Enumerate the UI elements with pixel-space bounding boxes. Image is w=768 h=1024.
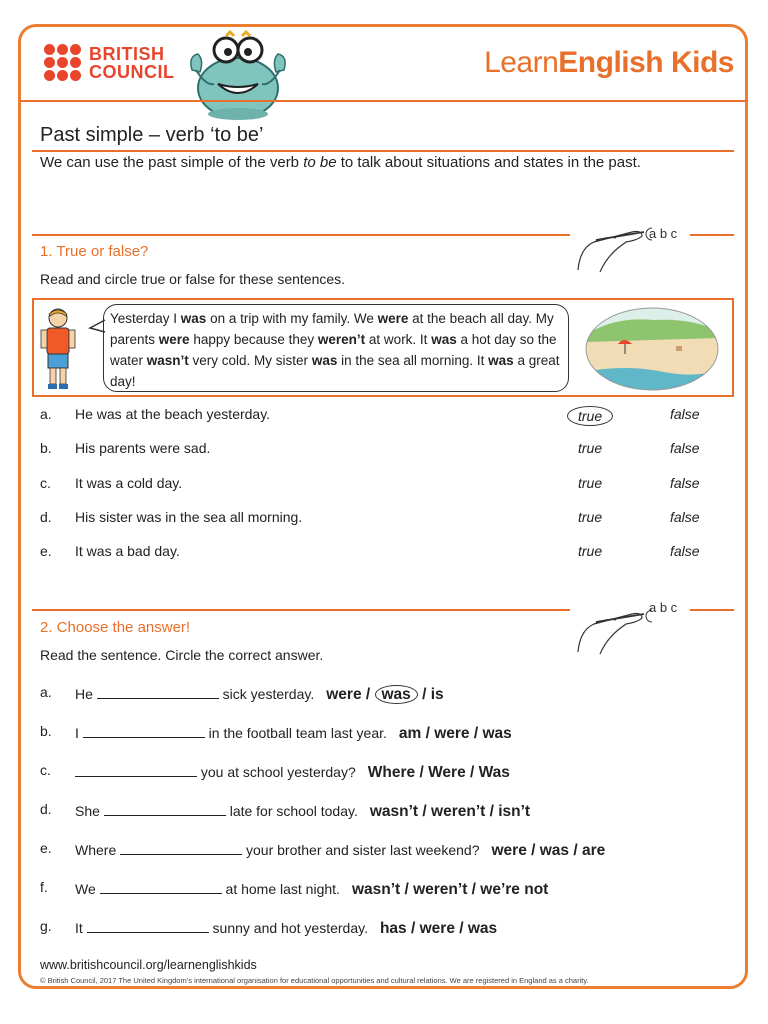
choice-item (40, 840, 740, 862)
story-text: at the beach all day. My parents (110, 311, 554, 347)
story-verb: was (180, 311, 207, 326)
tf-item-sentence: He was at the beach yesterday. (75, 406, 271, 422)
sentence-end: in the football team last year. (204, 725, 387, 741)
tf-item-label: a. (40, 406, 52, 422)
sentence-start: I (75, 725, 83, 741)
sentence-end: sunny and hot yesterday. (208, 920, 368, 936)
answer-option[interactable]: were (419, 920, 455, 937)
choice-item-sentence (75, 840, 605, 860)
answer-options: were / was / are (491, 842, 606, 859)
intro-part2: to talk about situations and states in the past. (336, 154, 641, 171)
tf-item (40, 509, 720, 531)
answer-options: were / was / is (326, 686, 444, 703)
answer-option[interactable]: weren’t (413, 881, 468, 898)
tf-item (40, 543, 720, 565)
answer-options: am / were / was (398, 725, 512, 742)
choice-item-sentence (75, 762, 510, 782)
story-text: in the sea all morning. It (337, 353, 489, 368)
answer-blank[interactable] (97, 684, 219, 699)
choice-item-label: e. (40, 840, 52, 856)
story-text: a hot day so the water (110, 332, 557, 368)
sentence-end: your brother and sister last weekend? (242, 842, 480, 858)
section2-title: 2. Choose the answer! (40, 619, 191, 636)
choice-item-label: b. (40, 723, 52, 739)
answer-option[interactable]: are (581, 842, 606, 859)
section1-instruction: Read and circle true or false for these sentences. (40, 271, 346, 287)
intro-verb: to be (303, 154, 337, 171)
answer-option[interactable]: am (398, 725, 422, 742)
sentence-start: He (75, 686, 97, 702)
tf-item-label: d. (40, 509, 52, 525)
sentence-start: It (75, 920, 87, 936)
tf-item (40, 406, 720, 428)
answer-options: wasn’t / weren’t / isn’t (369, 803, 531, 820)
section2-divider-left (32, 609, 570, 611)
british-council-logo (44, 44, 175, 81)
sentence-end: at home last night. (221, 881, 340, 897)
false-option[interactable]: false (670, 543, 700, 559)
tf-item-label: c. (40, 475, 51, 491)
true-option[interactable]: true (578, 543, 603, 559)
lek-english: English (558, 46, 664, 79)
sentence-end: late for school today. (225, 803, 358, 819)
choice-item-sentence (75, 723, 512, 743)
answer-option[interactable]: Was (478, 764, 510, 781)
choice-item-label: c. (40, 762, 51, 778)
choice-item-sentence (75, 684, 444, 704)
writing-hand-icon (572, 596, 652, 658)
choice-item (40, 879, 740, 901)
answer-option[interactable]: wasn’t (369, 803, 419, 820)
answer-blank[interactable] (100, 879, 222, 894)
answer-option[interactable]: were (326, 686, 362, 703)
tf-item-sentence: His parents were sad. (75, 440, 211, 456)
choice-item (40, 918, 740, 940)
answer-blank[interactable] (83, 723, 205, 738)
section1-divider-right (690, 234, 734, 236)
false-option[interactable]: false (670, 406, 700, 422)
choice-item-label: f. (40, 879, 48, 895)
choice-item-sentence (75, 918, 497, 938)
intro-text (40, 152, 720, 174)
beach-scene-image (584, 306, 720, 392)
choice-item-label: g. (40, 918, 52, 934)
learnenglish-kids-logo (484, 46, 734, 80)
true-option[interactable]: true (578, 509, 603, 525)
true-option[interactable]: true (567, 406, 613, 426)
header-divider (20, 100, 748, 102)
answer-option[interactable]: were (434, 725, 470, 742)
tf-item-label: b. (40, 440, 52, 456)
answer-option[interactable]: Where (367, 764, 416, 781)
abc-label-1: a b c (649, 226, 678, 241)
tf-item (40, 475, 720, 497)
choice-item-label: a. (40, 684, 52, 700)
choice-item-sentence (75, 879, 548, 899)
true-option[interactable]: true (578, 475, 603, 491)
answer-option[interactable]: isn’t (498, 803, 531, 820)
story-verb: was (311, 353, 338, 368)
choice-item-sentence (75, 801, 530, 821)
answer-options: Where / Were / Was (367, 764, 510, 781)
story-text: happy because they (189, 332, 318, 347)
story-verb: was (431, 332, 457, 347)
answer-blank[interactable] (104, 801, 226, 816)
boy-illustration-icon (38, 306, 78, 394)
story-speech-bubble (103, 304, 569, 392)
bc-logo-line1: BRITISH (89, 43, 165, 64)
tf-item-label: e. (40, 543, 52, 559)
story-text: a great day! (110, 353, 560, 389)
story-verb: were (158, 332, 190, 347)
false-option[interactable]: false (670, 475, 700, 491)
story-text: on a trip with my family. We (206, 311, 378, 326)
answer-option[interactable]: wasn’t (351, 881, 401, 898)
answer-option[interactable]: was (375, 685, 418, 704)
answer-option[interactable]: were (491, 842, 527, 859)
story-text: at work. It (365, 332, 432, 347)
true-option[interactable]: true (578, 440, 603, 456)
monster-mascot-icon (186, 30, 290, 122)
tf-item-sentence: It was a cold day. (75, 475, 183, 491)
abc-label-2: a b c (649, 600, 678, 615)
bc-dots-icon (44, 44, 81, 81)
choice-item (40, 684, 740, 706)
choice-item (40, 762, 740, 784)
false-option[interactable]: false (670, 440, 700, 456)
tf-item-sentence: It was a bad day. (75, 543, 180, 559)
answer-option[interactable]: weren’t (431, 803, 486, 820)
answer-option[interactable]: we’re not (480, 881, 549, 898)
choice-item (40, 723, 740, 745)
section1-title: 1. True or false? (40, 243, 149, 260)
story-verb: weren’t (317, 332, 366, 347)
section2-divider-right (690, 609, 734, 611)
answer-option[interactable]: Were (428, 764, 466, 781)
footer-copyright: © British Council, 2017 The United Kingdom’s international organisation for educational opportunities and cultural relations. We are registered in England as a charity. (40, 976, 589, 985)
story-verb: was (488, 353, 514, 368)
sentence-end: sick yesterday. (218, 686, 315, 702)
writing-hand-icon (572, 214, 652, 276)
bc-logo-line2: COUNCIL (89, 61, 175, 82)
sentence-start: Where (75, 842, 121, 858)
choice-item (40, 801, 740, 823)
sentence-end: you at school yesterday? (197, 764, 356, 780)
answer-option[interactable]: was (539, 842, 570, 859)
sentence-start: She (75, 803, 104, 819)
story-verb: wasn’t (146, 353, 189, 368)
lek-kids: Kids (663, 46, 734, 79)
choice-item-label: d. (40, 801, 52, 817)
answer-options: wasn’t / weren’t / we’re not (351, 881, 549, 898)
intro-part1: We can use the past simple of the verb (40, 154, 304, 171)
tf-item (40, 440, 720, 462)
sentence-start: We (75, 881, 100, 897)
story-verb: were (377, 311, 409, 326)
answer-options: has / were / was (379, 920, 498, 937)
section1-divider-left (32, 234, 570, 236)
answer-blank[interactable] (120, 840, 242, 855)
answer-blank[interactable] (87, 918, 209, 933)
story-text: very cold. My sister (188, 353, 312, 368)
answer-blank[interactable] (75, 762, 197, 777)
section2-instruction: Read the sentence. Circle the correct answer. (40, 647, 324, 663)
footer-url[interactable]: www.britishcouncil.org/learnenglishkids (40, 958, 257, 972)
answer-option[interactable]: has (379, 920, 407, 937)
false-option[interactable]: false (670, 509, 700, 525)
answer-option[interactable]: was (467, 920, 498, 937)
story-text: Yesterday I (110, 311, 181, 326)
answer-option[interactable]: is (430, 686, 444, 703)
lek-learn: Learn (484, 46, 559, 79)
answer-option[interactable]: was (482, 725, 512, 742)
page-title: Past simple – verb ‘to be’ (40, 124, 264, 146)
tf-item-sentence: His sister was in the sea all morning. (75, 509, 303, 525)
